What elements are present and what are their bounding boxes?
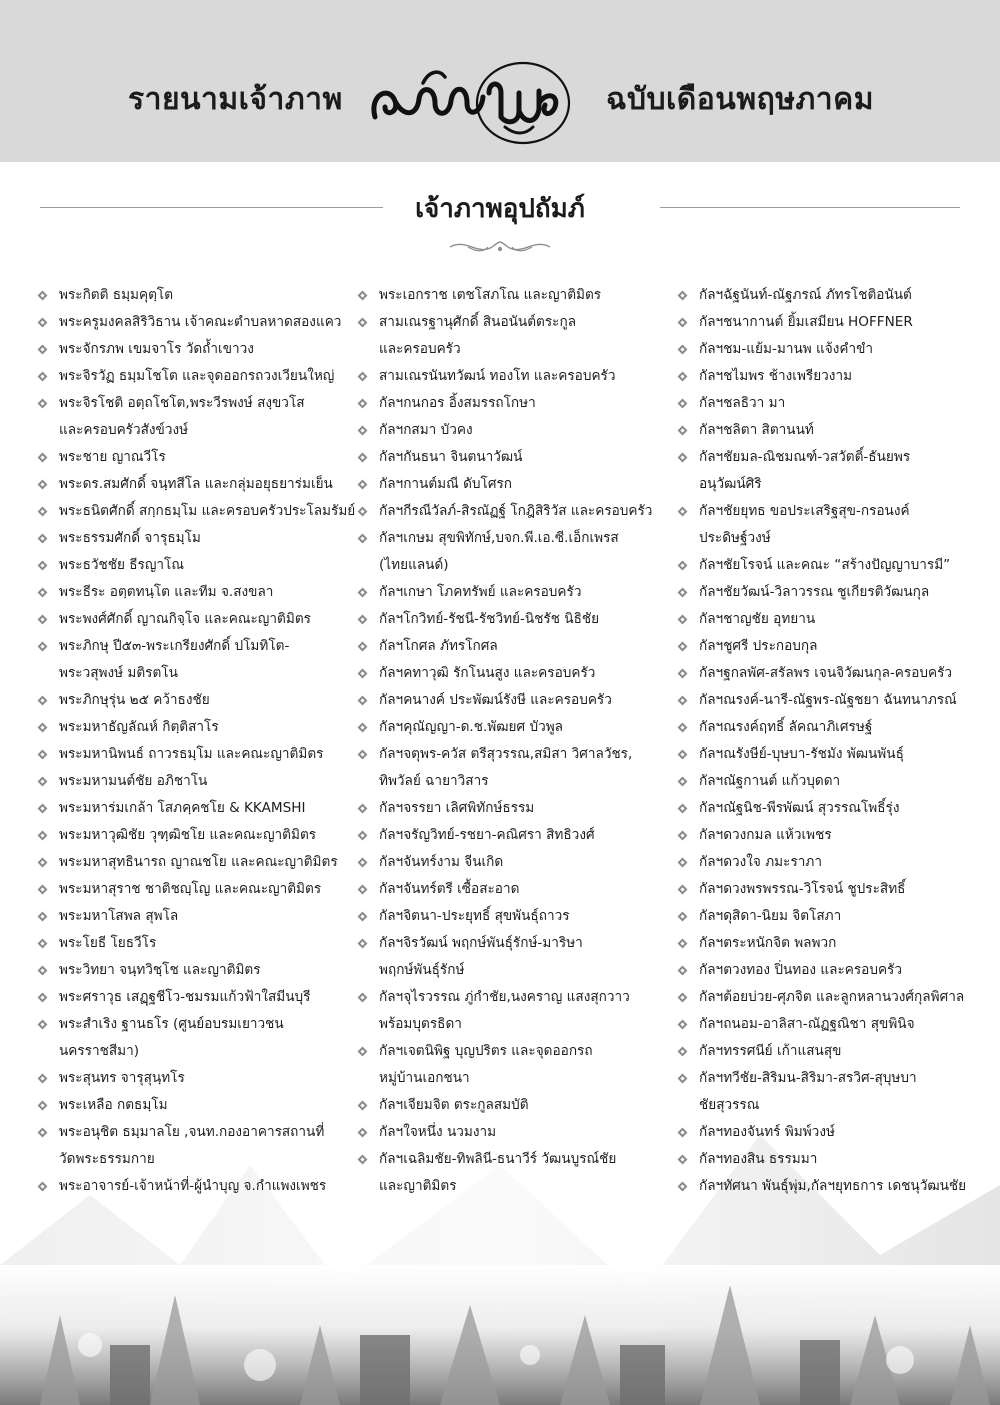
donor-name-line: กัลฯเกษม สุขพิทักษ์,บจก.พี.เอ.ซี.เอ็กเพรส bbox=[379, 530, 619, 546]
diamond-bullet-icon bbox=[38, 453, 48, 463]
donor-name-line: พระเอกราช เตชโสภโณ และญาติมิตร bbox=[379, 287, 602, 303]
donor-name-line: พระมหามนต์ชัย อภิชาโน bbox=[59, 773, 208, 789]
diamond-bullet-icon bbox=[678, 642, 688, 652]
donor-entry bbox=[358, 1092, 658, 1119]
donor-entry bbox=[678, 1038, 978, 1065]
diamond-bullet-icon bbox=[678, 1182, 688, 1192]
donor-name-line: กัลฯต้อยบ่วย-ศุภจิต และลูกหลานวงศ์กุลพิศาล bbox=[699, 989, 965, 1005]
diamond-bullet-icon bbox=[38, 696, 48, 706]
donor-entry bbox=[38, 498, 356, 525]
donor-name-line: กัลฯคุณัญญา-ด.ช.พัฒยศ บัวพูล bbox=[379, 719, 564, 735]
diamond-bullet-icon bbox=[38, 1074, 48, 1084]
donor-name-line: กัลฯเกษา โภคทรัพย์ และครอบครัว bbox=[379, 584, 582, 600]
diamond-bullet-icon bbox=[678, 588, 688, 598]
diamond-bullet-icon bbox=[358, 993, 368, 1003]
donor-entry bbox=[38, 336, 356, 363]
donor-name-line: กัลฯคนางค์ ประพัฒน์รังษี และครอบครัว bbox=[379, 692, 612, 708]
diamond-bullet-icon bbox=[678, 696, 688, 706]
donor-entry bbox=[38, 444, 356, 471]
diamond-bullet-icon bbox=[358, 912, 368, 922]
donor-entry bbox=[38, 903, 356, 930]
donor-entry bbox=[38, 579, 356, 606]
donor-name-line: พระอาจารย์-เจ้าหน้าที่-ผู้นำบุญ จ.กำแพงเพชร bbox=[59, 1178, 327, 1194]
diamond-bullet-icon bbox=[358, 804, 368, 814]
flourish-ornament-icon bbox=[448, 236, 552, 258]
donor-name-line: กัลฯจันทร์งาม จีนเกิด bbox=[379, 854, 504, 870]
donor-name-line: กัลฯจุไรวรรณ ภู่กำชัย,นงคราญ แสงสุกวาว bbox=[379, 989, 630, 1005]
donor-name-line: พระมหาสุราช ชาติชญฺโญ และคณะญาติมิตร bbox=[59, 881, 322, 897]
donor-name-line: กัลฯดวงกมล แห้วเพชร bbox=[699, 827, 832, 843]
diamond-bullet-icon bbox=[358, 858, 368, 868]
magazine-logo bbox=[365, 55, 585, 151]
diamond-bullet-icon bbox=[38, 372, 48, 382]
donor-entry bbox=[678, 876, 978, 903]
donor-name-line: และญาติมิตร bbox=[379, 1178, 457, 1194]
donor-name-line: พระภิกษุ ปี๕๓-พระเกรียงศักดิ์ ปโมทิโต- bbox=[59, 638, 290, 654]
donor-name-line: พระวสุพงษ์ มติรตโน bbox=[59, 665, 178, 681]
donor-name-line: พระครูมงคลสิริวิธาน เจ้าคณะตำบลหาดสองแคว bbox=[59, 314, 342, 330]
donor-name-line: กัลฯใจหนึ่ง นวมงาม bbox=[379, 1124, 497, 1140]
donor-entry bbox=[678, 822, 978, 849]
donor-entry bbox=[358, 984, 658, 1038]
donor-column-2 bbox=[358, 282, 658, 1200]
diamond-bullet-icon bbox=[358, 615, 368, 625]
donor-entry bbox=[38, 363, 356, 390]
donor-entry bbox=[678, 1065, 978, 1119]
diamond-bullet-icon bbox=[678, 372, 688, 382]
donor-name-line: กัลฯจรัญวิทย์-รชยา-คณิศรา สิทธิวงศ์ bbox=[379, 827, 595, 843]
donor-entry bbox=[38, 768, 356, 795]
diamond-bullet-icon bbox=[38, 318, 48, 328]
donor-name-line: กัลฯถนอม-อาลิสา-ณัฏฐณิชา สุขพินิจ bbox=[699, 1016, 915, 1032]
donor-entry bbox=[358, 444, 658, 471]
donor-entry bbox=[358, 903, 658, 930]
diamond-bullet-icon bbox=[38, 588, 48, 598]
diamond-bullet-icon bbox=[678, 345, 688, 355]
donor-name-line: กัลฯเจียมจิต ตระกูลสมบัติ bbox=[379, 1097, 529, 1113]
donor-entry bbox=[38, 714, 356, 741]
donor-entry bbox=[358, 417, 658, 444]
donor-name-line: กัลฯณรงค์ฤทธิ์ ลัคณาภิเศรษฐ์ bbox=[699, 719, 873, 735]
diamond-bullet-icon bbox=[358, 642, 368, 652]
diamond-bullet-icon bbox=[38, 1101, 48, 1111]
diamond-bullet-icon bbox=[678, 507, 688, 517]
donor-entry bbox=[358, 363, 658, 390]
diamond-bullet-icon bbox=[38, 966, 48, 976]
diamond-bullet-icon bbox=[358, 291, 368, 301]
donor-entry bbox=[38, 471, 356, 498]
donor-entry bbox=[678, 390, 978, 417]
donor-entry bbox=[358, 498, 658, 525]
donor-entry bbox=[678, 417, 978, 444]
donor-name-line: กัลฯคทาวุฒิ รักโนนสูง และครอบครัว bbox=[379, 665, 596, 681]
diamond-bullet-icon bbox=[678, 831, 688, 841]
diamond-bullet-icon bbox=[678, 615, 688, 625]
diamond-bullet-icon bbox=[358, 426, 368, 436]
donor-entry bbox=[358, 525, 658, 579]
donor-name-line: กัลฯทองสิน ธรรมมา bbox=[699, 1151, 818, 1167]
donor-entry bbox=[38, 1065, 356, 1092]
diamond-bullet-icon bbox=[678, 993, 688, 1003]
donor-name-line: กัลฯณัฐกานต์ แก้วบุดดา bbox=[699, 773, 841, 789]
donor-name-line: กัลฯจิตนา-ประยุทธิ์ สุขพันธุ์ถาวร bbox=[379, 908, 570, 924]
donor-entry bbox=[358, 741, 658, 795]
diamond-bullet-icon bbox=[358, 1101, 368, 1111]
donor-entry bbox=[678, 795, 978, 822]
donor-entry bbox=[38, 606, 356, 633]
donor-entry bbox=[678, 444, 978, 498]
diamond-bullet-icon bbox=[38, 750, 48, 760]
donor-name-line: กัลฯทัศนา พันธุ์พุ่ม,กัลฯยุทธการ เดชนุวัฒนชัย bbox=[699, 1178, 967, 1194]
donor-name-line: กัลฯชัยมล-ณิชมณฑ์-วสวัตติ์-ธันยพร bbox=[699, 449, 911, 465]
diamond-bullet-icon bbox=[678, 723, 688, 733]
donor-entry bbox=[678, 336, 978, 363]
diamond-bullet-icon bbox=[678, 318, 688, 328]
diamond-bullet-icon bbox=[38, 1128, 48, 1138]
donor-name-line: พระมหาวุฒิชัย วุฑฺฒิชโย และคณะญาติมิตร bbox=[59, 827, 317, 843]
donor-name-line: กัลฯชัยวัฒน์-วิลาวรรณ ชูเกียรติวัฒนกุล bbox=[699, 584, 930, 600]
donor-entry bbox=[38, 984, 356, 1011]
diamond-bullet-icon bbox=[358, 1047, 368, 1057]
donor-entry bbox=[38, 1011, 356, 1065]
diamond-bullet-icon bbox=[358, 1128, 368, 1138]
diamond-bullet-icon bbox=[358, 939, 368, 949]
donor-name-line: กัลฯณัฐนิช-พีรพัฒน์ สุวรรณโพธิ์รุ่ง bbox=[699, 800, 900, 816]
diamond-bullet-icon bbox=[358, 507, 368, 517]
donor-name-line: ประดิษฐ์วงษ์ bbox=[699, 530, 771, 546]
diamond-bullet-icon bbox=[678, 1155, 688, 1165]
donor-entry bbox=[358, 849, 658, 876]
diamond-bullet-icon bbox=[38, 858, 48, 868]
donor-entry bbox=[38, 1092, 356, 1119]
donor-name-line: พระมหาสุทธินารถ ญาณชโย และคณะญาติมิตร bbox=[59, 854, 338, 870]
donor-entry bbox=[38, 741, 356, 768]
donor-entry bbox=[358, 309, 658, 363]
diamond-bullet-icon bbox=[38, 534, 48, 544]
diamond-bullet-icon bbox=[38, 885, 48, 895]
donor-name-line: ชัยสุวรรณ bbox=[699, 1097, 760, 1113]
donor-name-line: พระวิทยา จนฺทวิชฺโช และญาติมิตร bbox=[59, 962, 261, 978]
diamond-bullet-icon bbox=[678, 750, 688, 760]
donor-name-line: กัลฯดุสิดา-นิยม จิตโสภา bbox=[699, 908, 842, 924]
donor-entry bbox=[358, 1119, 658, 1146]
donor-name-line: กัลฯทรรศนีย์ เก้าแสนสุข bbox=[699, 1043, 842, 1059]
diamond-bullet-icon bbox=[358, 750, 368, 760]
donor-name-line: กัลฯเจตนิพิฐ บุญปริตร และจุดออกรถ bbox=[379, 1043, 593, 1059]
donor-name-line: พระสำเริง ฐานธโร (ศูนย์อบรมเยาวชน bbox=[59, 1016, 284, 1032]
diamond-bullet-icon bbox=[678, 1128, 688, 1138]
donor-name-line: นครราชสีมา) bbox=[59, 1043, 140, 1059]
diamond-bullet-icon bbox=[38, 993, 48, 1003]
donor-entry bbox=[678, 363, 978, 390]
donor-name-line: พฤกษ์พันธุ์รักษ์ bbox=[379, 962, 465, 978]
donor-name-line: พระพงศ์ศักดิ์ ญาณกิจฺโจ และคณะญาติมิตร bbox=[59, 611, 311, 627]
donor-entry bbox=[678, 282, 978, 309]
diamond-bullet-icon bbox=[678, 1047, 688, 1057]
donor-entry bbox=[678, 1011, 978, 1038]
donor-entry bbox=[358, 660, 658, 687]
donor-entry bbox=[358, 714, 658, 741]
donor-entry bbox=[358, 930, 658, 984]
donor-name-line: กัลฯจิรวัฒน์ พฤกษ์พันธุ์รักษ์-มาริษา bbox=[379, 935, 583, 951]
diamond-bullet-icon bbox=[678, 1020, 688, 1030]
donor-entry bbox=[678, 498, 978, 552]
donor-name-line: กัลฯทวีชัย-สิริมน-สิริมา-สรวิศ-สุบุษบา bbox=[699, 1070, 917, 1086]
diamond-bullet-icon bbox=[678, 885, 688, 895]
donor-name-line: กัลฯชูศรี ประกอบกุล bbox=[699, 638, 818, 654]
diamond-bullet-icon bbox=[358, 453, 368, 463]
donor-entry bbox=[358, 795, 658, 822]
donor-entry bbox=[678, 768, 978, 795]
diamond-bullet-icon bbox=[38, 642, 48, 652]
diamond-bullet-icon bbox=[358, 885, 368, 895]
donor-name-line: พระจักรภพ เขมจาโร วัดถ้ำเขาวง bbox=[59, 341, 254, 357]
donor-name-line: พระเหลือ กตธมฺโม bbox=[59, 1097, 168, 1113]
diamond-bullet-icon bbox=[38, 615, 48, 625]
donor-name-line: กัลฯกันธนา จินตนาวัฒน์ bbox=[379, 449, 523, 465]
diamond-bullet-icon bbox=[38, 939, 48, 949]
donor-entry bbox=[38, 552, 356, 579]
donor-name-line: พระชาย ญาณวีโร bbox=[59, 449, 166, 465]
donor-name-line: กัลฯจันทร์ตรี เซื้อสะอาด bbox=[379, 881, 520, 897]
donor-entry bbox=[678, 633, 978, 660]
donor-entry bbox=[678, 1173, 978, 1200]
donor-name-line: กัลฯโกวิทย์-รัชนี-รัชวิทย์-นิชรัช นิธิชัย bbox=[379, 611, 600, 627]
donor-entry bbox=[38, 957, 356, 984]
diamond-bullet-icon bbox=[358, 831, 368, 841]
diamond-bullet-icon bbox=[678, 453, 688, 463]
diamond-bullet-icon bbox=[38, 1020, 48, 1030]
donor-name-line: กัลฯกนกอร อิ้งสมรรถโกษา bbox=[379, 395, 536, 411]
donor-entry bbox=[38, 309, 356, 336]
donor-name-line: พระศราวุธ เสฏฺฐชีโว-ชมรมแก้วฟ้าใสมีนบุรี bbox=[59, 989, 311, 1005]
donor-entry bbox=[678, 579, 978, 606]
diamond-bullet-icon bbox=[678, 939, 688, 949]
donor-name-line: กัลฯชไมพร ช้างเพรียวงาม bbox=[699, 368, 853, 384]
donor-entry bbox=[358, 1038, 658, 1092]
donor-entry bbox=[678, 552, 978, 579]
donor-entry bbox=[358, 687, 658, 714]
donor-name-line: พระจิรวัฏ ธมฺมโชโต และจุดออกรถวงเวียนใหญ่ bbox=[59, 368, 335, 384]
donor-entry bbox=[358, 876, 658, 903]
donor-name-line: (ไทยแลนด์) bbox=[379, 557, 449, 573]
donor-name-line: กัลฯโกศล ภัทรโกศล bbox=[379, 638, 498, 654]
diamond-bullet-icon bbox=[678, 777, 688, 787]
donor-name-line: พระอนุชิต ธมฺมาลโย ,จนท.กองอาคารสถานที่ bbox=[59, 1124, 325, 1140]
donor-entry bbox=[38, 822, 356, 849]
diamond-bullet-icon bbox=[358, 399, 368, 409]
donor-name-line: กัลฯดวงใจ ภมะราภา bbox=[699, 854, 822, 870]
donor-name-line: กัลฯตระหนักจิต พลพวก bbox=[699, 935, 837, 951]
donor-name-line: พระธนิตศักดิ์ สกฺกธมฺโม และครอบครัวประโลมรัมย์ bbox=[59, 503, 356, 519]
donor-entry bbox=[678, 606, 978, 633]
donor-entry bbox=[678, 903, 978, 930]
donor-entry bbox=[358, 471, 658, 498]
diamond-bullet-icon bbox=[358, 318, 368, 328]
donor-entry bbox=[358, 822, 658, 849]
donor-entry bbox=[38, 390, 356, 444]
donor-entry bbox=[358, 606, 658, 633]
diamond-bullet-icon bbox=[38, 912, 48, 922]
donor-name-line: กัลฯฐกลพัศ-สรัลพร เจนจิวัฒนกุล-ครอบครัว bbox=[699, 665, 953, 681]
donor-entry bbox=[678, 741, 978, 768]
donor-entry bbox=[678, 984, 978, 1011]
donor-name-line: พร้อมบุตรธิดา bbox=[379, 1016, 462, 1032]
diamond-bullet-icon bbox=[678, 399, 688, 409]
diamond-bullet-icon bbox=[358, 480, 368, 490]
donor-entry bbox=[38, 849, 356, 876]
donor-entry bbox=[38, 930, 356, 957]
donor-name-line: กัลฯชลิตา สิตานนท์ bbox=[699, 422, 814, 438]
donor-name-line: และครอบครัวสังข์วงษ์ bbox=[59, 422, 189, 438]
diamond-bullet-icon bbox=[678, 1074, 688, 1084]
donor-entry bbox=[358, 282, 658, 309]
donor-name-line: พระมหาร่มเกล้า โสภคฺคชโย & KKAMSHI bbox=[59, 800, 306, 816]
diamond-bullet-icon bbox=[358, 669, 368, 679]
diamond-bullet-icon bbox=[678, 912, 688, 922]
donor-name-line: พระมหานิพนธ์ ถาวรธมฺโม และคณะญาติมิตร bbox=[59, 746, 324, 762]
donor-name-line: พระภิกษุรุ่น ๒๕ คว้าธงชัย bbox=[59, 692, 210, 708]
donor-name-line: พระธรรมศักดิ์ จารุธมฺโม bbox=[59, 530, 201, 546]
donor-name-line: พระโยธี โยธวีโร bbox=[59, 935, 157, 951]
donor-name-line: พระกิตติ ธมฺมคุตฺโต bbox=[59, 287, 174, 303]
diamond-bullet-icon bbox=[38, 291, 48, 301]
magazine-logo-icon bbox=[365, 55, 585, 151]
donor-entry bbox=[38, 633, 356, 687]
header-right-text: ฉบับเดือนพฤษภาคม bbox=[606, 82, 874, 117]
donor-entry bbox=[358, 390, 658, 417]
donor-name-line: วัดพระธรรมกาย bbox=[59, 1151, 155, 1167]
donor-name-line: กัลฯชลธิวา มา bbox=[699, 395, 786, 411]
section-title: เจ้าภาพอุปถัมภ์ bbox=[415, 194, 585, 224]
diamond-bullet-icon bbox=[358, 372, 368, 382]
donor-name-line: กัลฯณรงค์-นารี-ณัฐพร-ณัฐชยา ฉันทนาภรณ์ bbox=[699, 692, 957, 708]
diamond-bullet-icon bbox=[358, 723, 368, 733]
diamond-bullet-icon bbox=[358, 696, 368, 706]
donor-name-line: กัลฯชนากานต์ ยิ้มเสมียน HOFFNER bbox=[699, 314, 913, 330]
diamond-bullet-icon bbox=[38, 804, 48, 814]
diamond-bullet-icon bbox=[678, 426, 688, 436]
title-rule-right bbox=[660, 207, 960, 208]
donor-name-line: กัลฯณรังษีย์-บุษบา-รัชมัง พัฒนพันธุ์ bbox=[699, 746, 904, 762]
diamond-bullet-icon bbox=[678, 561, 688, 571]
donor-column-3 bbox=[678, 282, 978, 1200]
donor-column-1 bbox=[38, 282, 356, 1200]
donor-name-line: กัลฯชัยโรจน์ และคณะ “สร้างปัญญาบารมี” bbox=[699, 557, 951, 573]
donor-entry bbox=[678, 687, 978, 714]
title-rule-left bbox=[40, 207, 383, 208]
diamond-bullet-icon bbox=[38, 1182, 48, 1192]
donor-name-line: กัลฯทองจันทร์ พิมพ์วงษ์ bbox=[699, 1124, 835, 1140]
diamond-bullet-icon bbox=[38, 723, 48, 733]
donor-entry bbox=[38, 1173, 356, 1200]
donor-name-line: อนุวัฒน์ศิริ bbox=[699, 476, 762, 492]
donor-name-line: กัลฯกสมา บัวคง bbox=[379, 422, 473, 438]
donor-entry bbox=[38, 687, 356, 714]
diamond-bullet-icon bbox=[38, 561, 48, 571]
donor-name-line: หมู่บ้านเอกชนา bbox=[379, 1070, 470, 1086]
diamond-bullet-icon bbox=[38, 831, 48, 841]
donor-entry bbox=[38, 282, 356, 309]
donor-entry bbox=[358, 633, 658, 660]
diamond-bullet-icon bbox=[678, 804, 688, 814]
donor-entry bbox=[38, 876, 356, 903]
diamond-bullet-icon bbox=[358, 1155, 368, 1165]
donor-name-line: กัลฯชาญชัย อุทยาน bbox=[699, 611, 816, 627]
donor-name-line: กัลฯตวงทอง ปิ่นทอง และครอบครัว bbox=[699, 962, 902, 978]
diamond-bullet-icon bbox=[678, 669, 688, 679]
diamond-bullet-icon bbox=[38, 399, 48, 409]
donor-entry bbox=[38, 1119, 356, 1173]
donor-entry bbox=[678, 309, 978, 336]
donor-name-line: สามเณรนันทวัฒน์ ทองโท และครอบครัว bbox=[379, 368, 616, 384]
donor-name-line: ทิพวัลย์ ฉายาวิสาร bbox=[379, 773, 489, 789]
donor-name-line: พระมหาธัญลัณห์ กิตฺติสาโร bbox=[59, 719, 219, 735]
diamond-bullet-icon bbox=[38, 777, 48, 787]
diamond-bullet-icon bbox=[38, 345, 48, 355]
donor-entry bbox=[678, 660, 978, 687]
donor-entry bbox=[678, 1146, 978, 1173]
diamond-bullet-icon bbox=[38, 480, 48, 490]
donor-name-line: พระดร.สมศักดิ์ จนฺทสีโล และกลุ่มอยุธยาร่มเย็น bbox=[59, 476, 333, 492]
donor-entry bbox=[678, 849, 978, 876]
donor-name-line: และครอบครัว bbox=[379, 341, 461, 357]
donor-name-line: พระธวัชชัย ธีรญาโณ bbox=[59, 557, 184, 573]
donor-name-line: กัลฯกานต์มณี ดับโศรก bbox=[379, 476, 512, 492]
donor-name-line: กัลฯกีรณีวัลภ์-สิรณัฏฐ์ โกฎิสิริวัส และครอบครัว bbox=[379, 503, 653, 519]
donor-entry bbox=[38, 795, 356, 822]
donor-entry bbox=[678, 1119, 978, 1146]
diamond-bullet-icon bbox=[358, 534, 368, 544]
donor-name-line: กัลฯฉัฐนันท์-ณัฐภรณ์ ภัทรโชติอนันต์ bbox=[699, 287, 912, 303]
donor-name-line: สามเณรฐานุศักดิ์ สินอนันต์ตระกูล bbox=[379, 314, 577, 330]
donor-name-line: กัลฯจตุพร-ควัส ตรีสุวรรณ,สมิสา วิศาลวัชร, bbox=[379, 746, 633, 762]
donor-entry bbox=[358, 1146, 658, 1200]
donor-entry bbox=[678, 930, 978, 957]
diamond-bullet-icon bbox=[678, 966, 688, 976]
donor-name-line: กัลฯชัยยุทธ ขอประเสริฐสุข-กรอนงค์ bbox=[699, 503, 910, 519]
donor-name-line: กัลฯชม-แย้ม-มานพ แจ้งคำขำ bbox=[699, 341, 874, 357]
donor-name-line: พระจิรโชติ อตฺถโชโต,พระวีรพงษ์ สงฺขวโส bbox=[59, 395, 305, 411]
donor-name-line: กัลฯจรรยา เลิศพิทักษ์ธรรม bbox=[379, 800, 535, 816]
diamond-bullet-icon bbox=[358, 588, 368, 598]
donor-name-line: พระมหาโสพล สุพโล bbox=[59, 908, 179, 924]
donor-entry bbox=[38, 525, 356, 552]
diamond-bullet-icon bbox=[678, 858, 688, 868]
donor-name-line: กัลฯเฉลิมชัย-ทิพลินี-ธนาวีร์ วัฒนบูรณ์ชัย bbox=[379, 1151, 617, 1167]
donor-entry bbox=[358, 579, 658, 606]
donor-name-line: พระสุนทร จารุสุนฺทโร bbox=[59, 1070, 185, 1086]
header-left-text: รายนามเจ้าภาพ bbox=[128, 82, 343, 117]
donor-entry bbox=[678, 714, 978, 741]
donor-name-line: กัลฯดวงพรพรรณ-วิโรจน์ ชูประสิทธิ์ bbox=[699, 881, 906, 897]
diamond-bullet-icon bbox=[678, 291, 688, 301]
diamond-bullet-icon bbox=[38, 507, 48, 517]
donor-entry bbox=[678, 957, 978, 984]
donor-name-line: พระธีระ อตฺตทนฺโต และทีม จ.สงขลา bbox=[59, 584, 274, 600]
